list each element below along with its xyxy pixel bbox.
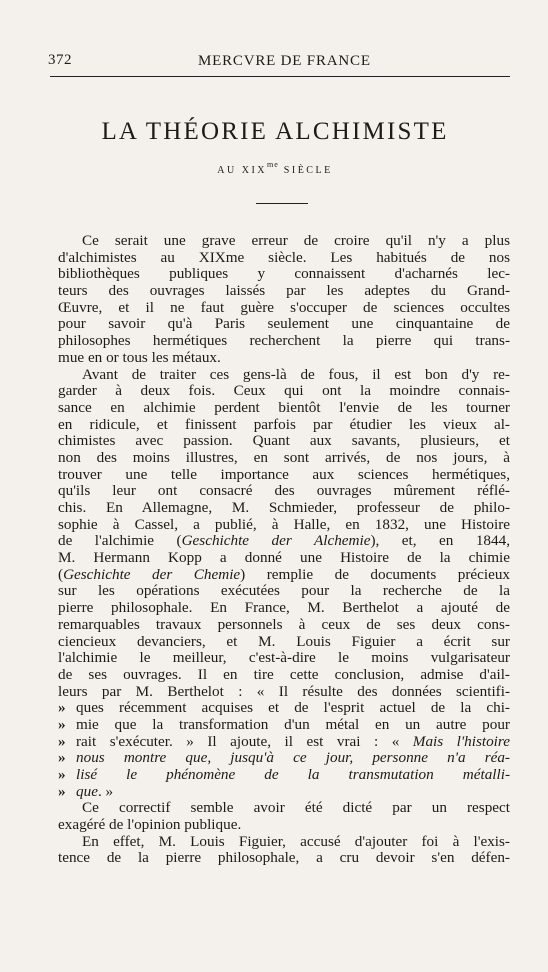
text-line xyxy=(58,250,510,267)
text-line xyxy=(58,450,510,467)
line-text: mue en or tous les métaux. xyxy=(58,349,221,366)
line-text: ), et, en 1844, xyxy=(370,533,510,550)
text-line xyxy=(58,333,510,350)
article-subtitle xyxy=(70,160,480,176)
quote-mark: » xyxy=(58,767,66,783)
text-line xyxy=(58,350,510,367)
text-line xyxy=(58,433,510,450)
quote-mark: » xyxy=(58,750,66,767)
text-line xyxy=(58,517,510,534)
line-text: Ce correctif semble avoir été dicté par un respect xyxy=(82,800,510,817)
italic-text: Mais l'histoire xyxy=(412,733,510,750)
line-text: garder à deux fois. Ceux qui ont la moindre connais- xyxy=(58,383,510,400)
text-line xyxy=(58,400,510,417)
article-body xyxy=(58,233,510,867)
text-line xyxy=(58,684,510,701)
page-number: 372 xyxy=(48,52,72,68)
text-line xyxy=(58,500,510,517)
line-text: Avant de traiter ces gens-là de fous, il est bon d'y re- xyxy=(82,366,510,383)
text-line xyxy=(58,650,510,667)
line-text: trouver une telle importance aux sciences hermétiques, xyxy=(58,466,510,483)
italic-text: Geschichte der Alchemie xyxy=(181,533,371,550)
line-text: exagéré de l'opinion publique. xyxy=(58,817,242,834)
subtitle-prefix: AU XIX xyxy=(217,165,268,176)
line-text: Œuvre, et il ne faut guère s'occuper de sciences occultes xyxy=(58,299,510,316)
text-line xyxy=(58,767,510,784)
text-line xyxy=(58,634,510,651)
text-line xyxy=(58,533,510,550)
text-line xyxy=(58,283,510,300)
line-text: chis. En Allemagne, M. Schmieder, professeur de philo- xyxy=(58,500,510,516)
quote-mark: » xyxy=(58,716,66,733)
italic-text: nous montre que, jusqu'à ce jour, personne n'a réa- xyxy=(76,750,510,767)
article-title: LA THÉORIE ALCHIMISTE xyxy=(101,118,449,145)
text-line xyxy=(58,700,510,717)
line-text: sophie à Cassel, a publié, à Halle, en 1832, une Histoire xyxy=(58,516,510,533)
line-text: ciencieux devanciers, et M. Louis Figuier a écrit sur xyxy=(58,633,510,650)
line-text: ( xyxy=(58,566,64,583)
text-line xyxy=(58,266,510,283)
text-line xyxy=(58,316,510,333)
line-text: de ses ouvrages. Il en tire cette conclusion, admise d'ail- xyxy=(58,666,510,683)
text-line xyxy=(58,734,510,751)
line-text: tence de la pierre philosophale, a cru devoir s'en défen- xyxy=(58,850,510,867)
line-text: non des moins illustres, en sont arrivés, de nos jours, à xyxy=(58,449,510,466)
line-text: M. Hermann Kopp a donné une Histoire de la chimie xyxy=(58,550,510,567)
line-text: En effet, M. Louis Figuier, accusé d'ajouter foi à l'exis- xyxy=(82,833,510,850)
quote-mark: » xyxy=(58,733,66,750)
line-text: ) remplie de documents précieux xyxy=(240,566,510,583)
line-text: mie que la transformation d'un métal en un autre pour xyxy=(76,716,510,733)
line-text: l'alchimie le meilleur, c'est-à-dire le moins vulgarisateur xyxy=(58,650,510,667)
line-text: qu'ils leur ont consacré des ouvrages mûrement réflé- xyxy=(58,483,510,500)
line-text: bibliothèques publiques y connaissent d'acharnés lec- xyxy=(58,266,510,283)
line-text: sur les opérations exécutées pour la recherche de la xyxy=(58,583,510,600)
text-line xyxy=(58,550,510,567)
italic-text: lisé le phénomène de la transmutation métalli- xyxy=(76,767,510,783)
title-rule xyxy=(256,203,308,204)
text-line xyxy=(58,417,510,434)
quote-mark: » xyxy=(58,783,66,800)
text-line xyxy=(58,817,510,834)
line-text: ques récemment acquises et de l'esprit actuel de la chi- xyxy=(76,700,510,717)
text-line xyxy=(58,383,510,400)
line-text: leurs par M. Berthelot : « Il résulte des données scientifi- xyxy=(58,683,510,700)
subtitle-superscript: me xyxy=(267,160,279,169)
line-text: pierre philosophale. En France, M. Berthelot a ajouté de xyxy=(58,600,510,617)
text-line xyxy=(58,567,510,584)
text-line xyxy=(58,834,510,851)
text-line xyxy=(58,367,510,384)
line-text: . » xyxy=(97,783,114,800)
text-line xyxy=(58,233,510,250)
line-text: sance en alchimie perdent bientôt l'envie de les tourner xyxy=(58,399,510,416)
text-line xyxy=(58,467,510,484)
line-text: remarquables travaux personnels à ceux de ses deux cons- xyxy=(58,616,510,633)
text-line xyxy=(58,667,510,684)
line-text: de l'alchimie ( xyxy=(58,533,182,550)
italic-text: Geschichte der Chemie xyxy=(63,566,241,583)
text-line xyxy=(58,300,510,317)
text-line xyxy=(58,784,510,801)
text-line xyxy=(58,583,510,600)
line-text: pour savoir qu'à Paris seulement une cinquantaine de xyxy=(58,316,510,333)
running-header xyxy=(48,52,508,74)
line-text: Ce serait une grave erreur de croire qu'il n'y a plus xyxy=(82,233,510,249)
text-line xyxy=(58,717,510,734)
line-text: rait s'exécuter. » Il ajoute, il est vrai : « xyxy=(76,733,413,750)
line-text: chimistes avec passion. Quant aux savants, plusieurs, et xyxy=(58,433,510,450)
text-line xyxy=(58,750,510,767)
text-line xyxy=(58,850,510,867)
text-line xyxy=(58,617,510,634)
text-line xyxy=(58,483,510,500)
line-text: teurs des ouvrages laissés par les adeptes du Grand- xyxy=(58,283,510,300)
subtitle-suffix: SIÈCLE xyxy=(283,165,333,176)
italic-text: que xyxy=(76,783,98,800)
line-text: en ridicule, et finissent parfois par étudier les vieux al- xyxy=(58,416,510,433)
text-line xyxy=(58,600,510,617)
line-text: philosophes hermétiques recherchent la pierre qui trans- xyxy=(58,333,510,350)
quote-mark: » xyxy=(58,700,66,717)
text-line xyxy=(58,800,510,817)
line-text: d'alchimistes au XIXme siècle. Les habitués de nos xyxy=(58,249,510,266)
running-title: MERCVRE DE FRANCE xyxy=(198,53,371,69)
header-rule xyxy=(50,76,510,77)
